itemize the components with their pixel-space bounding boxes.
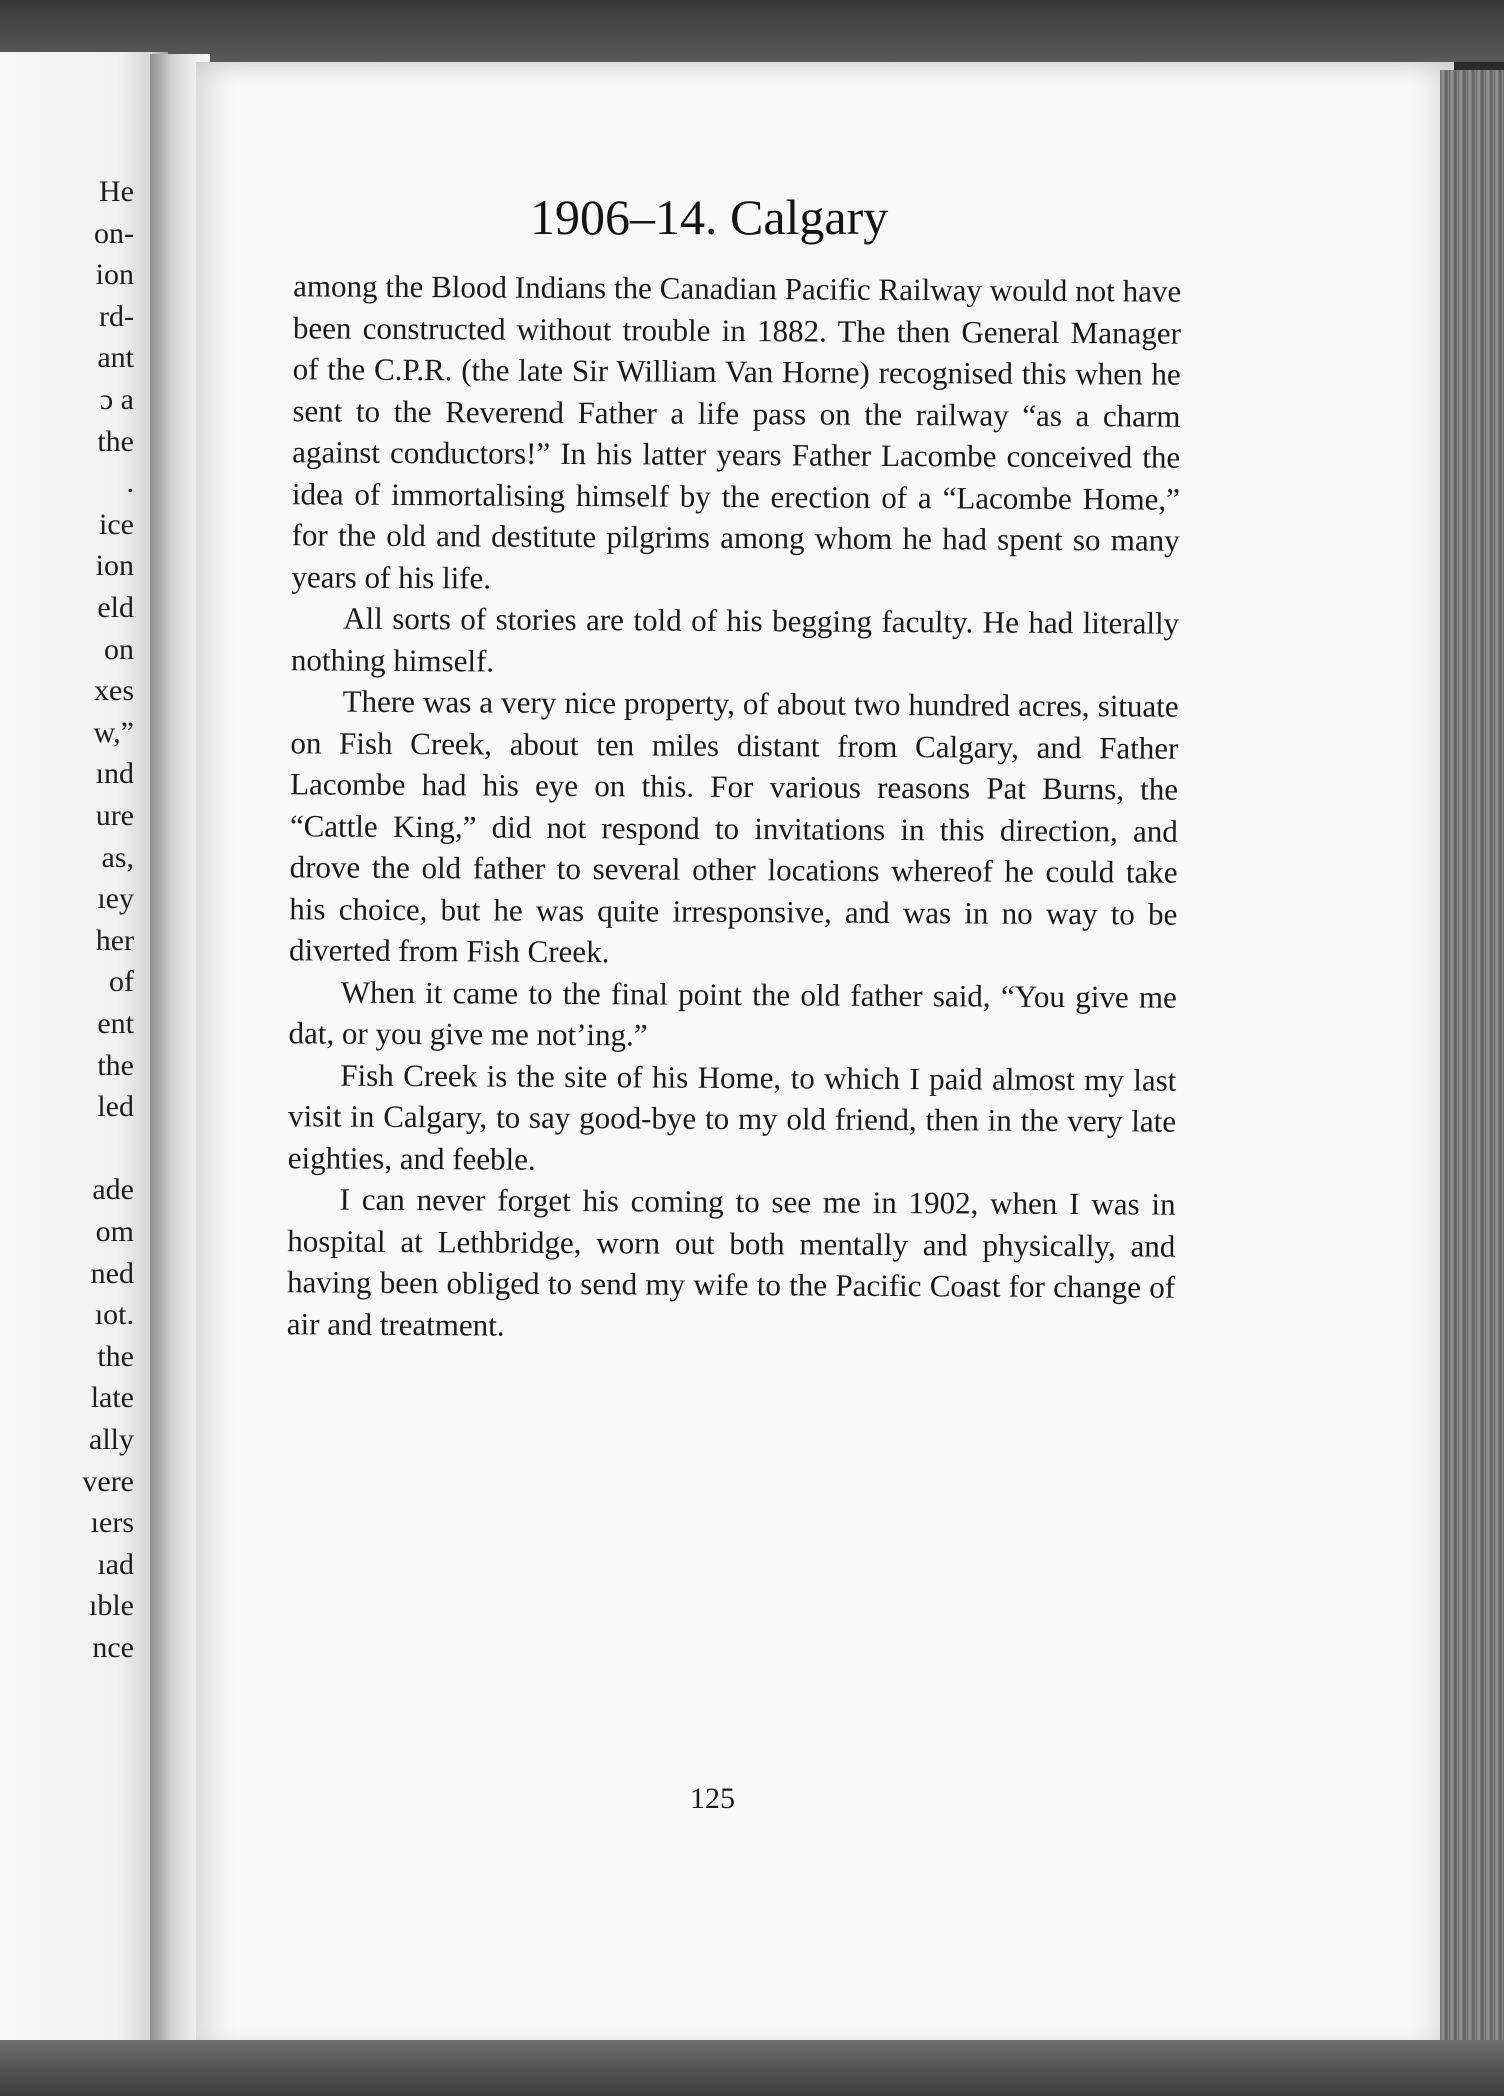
left-page-line: ion [95,258,134,292]
paragraph: among the Blood Indians the Canadian Pacific Railway would not have been constructed without trouble in 1882. The then General Manager of the C.P.R. (the late Sir William Van Horne) recognised this when he sent to the Reverend Father a life pass on the railway “as a charm against conductors!” In his latter years Father Lacombe conceived the idea of immortalising himself by the erection of a “Lacombe Home,” for the old and destitute pilgrims among whom he had spent so many years of his life. [291,268,1182,596]
left-page-line: ned [90,1256,134,1290]
left-page-line: ent [97,1007,134,1040]
left-page [0,52,168,2047]
scan-background-top [0,0,1504,62]
body-text [287,265,1182,1349]
left-page-line: . [126,466,134,500]
left-page-line: He [99,175,134,208]
scan-background-bottom [0,2040,1504,2096]
left-page-line: ure [95,799,134,832]
left-page-line: rd- [99,299,134,333]
left-page-line: ally [89,1423,134,1456]
page-number: 125 [690,1782,735,1815]
left-page-line: ıers [90,1506,134,1540]
left-page-line: om [95,1215,134,1248]
paragraph: Fish Creek is the site of his Home, to which I paid almost my last visit in Calgary, to say good-bye to my old friend, then in the very late eighties, and feeble. [287,1057,1177,1177]
left-page-line: led [97,1090,134,1124]
left-page-line: ice [99,507,134,541]
left-page-line: the [97,1048,134,1082]
left-page-line: on [104,632,134,666]
left-page-line: ıey [97,882,134,916]
paragraph: All sorts of stories are told of his begging faculty. He had literally nothing himself. [290,600,1180,679]
paragraph: There was a very nice property, of about two hundred acres, situate on Fish Creek, about ten miles distant from Calgary, and Father Lacombe had his eye on this. For various reasons Pat Burns, the “Cattle King,” did not respond to invitations in this direction, and drove the old father to several other locations whereof he could take his choice, but he was quite irresponsive, and was in no way to be diverted from Fish Creek. [289,683,1179,970]
paragraph: I can never forget his coming to see me in 1902, when I was in hospital at Lethbridge, worn out both mentally and physically, and having been obliged to send my wife to the Pacific Coast for change of air and treatment. [286,1181,1176,1343]
left-page-line: ınd [95,757,134,791]
left-page-line: eld [97,591,134,624]
left-page-line: nce [92,1631,134,1664]
left-page-line: ıot. [94,1298,134,1332]
left-page-line: the [97,424,134,458]
left-page-line: as, [101,840,134,874]
left-page-line: w,” [93,715,134,749]
left-page-line: ant [97,341,134,375]
left-page-line: the [97,1339,134,1373]
left-page-line: ıble [89,1589,134,1623]
left-page-line: ion [95,549,134,583]
left-page-line: on- [94,216,134,250]
paragraph: When it came to the final point the old father said, “You give me dat, or you give me not’ing.” [288,974,1177,1053]
page-edges [1440,70,1504,2060]
left-page-line: late [90,1381,134,1415]
left-page-line: vere [82,1464,134,1498]
left-page-line: ɔ a [99,383,134,416]
page-heading: 1906–14. Calgary [530,189,889,245]
left-page-line: her [95,923,134,957]
left-page-line: xes [94,674,134,708]
left-page-line: ıad [97,1547,134,1581]
left-page-line: ade [92,1173,134,1207]
left-page-line: of [109,965,134,999]
